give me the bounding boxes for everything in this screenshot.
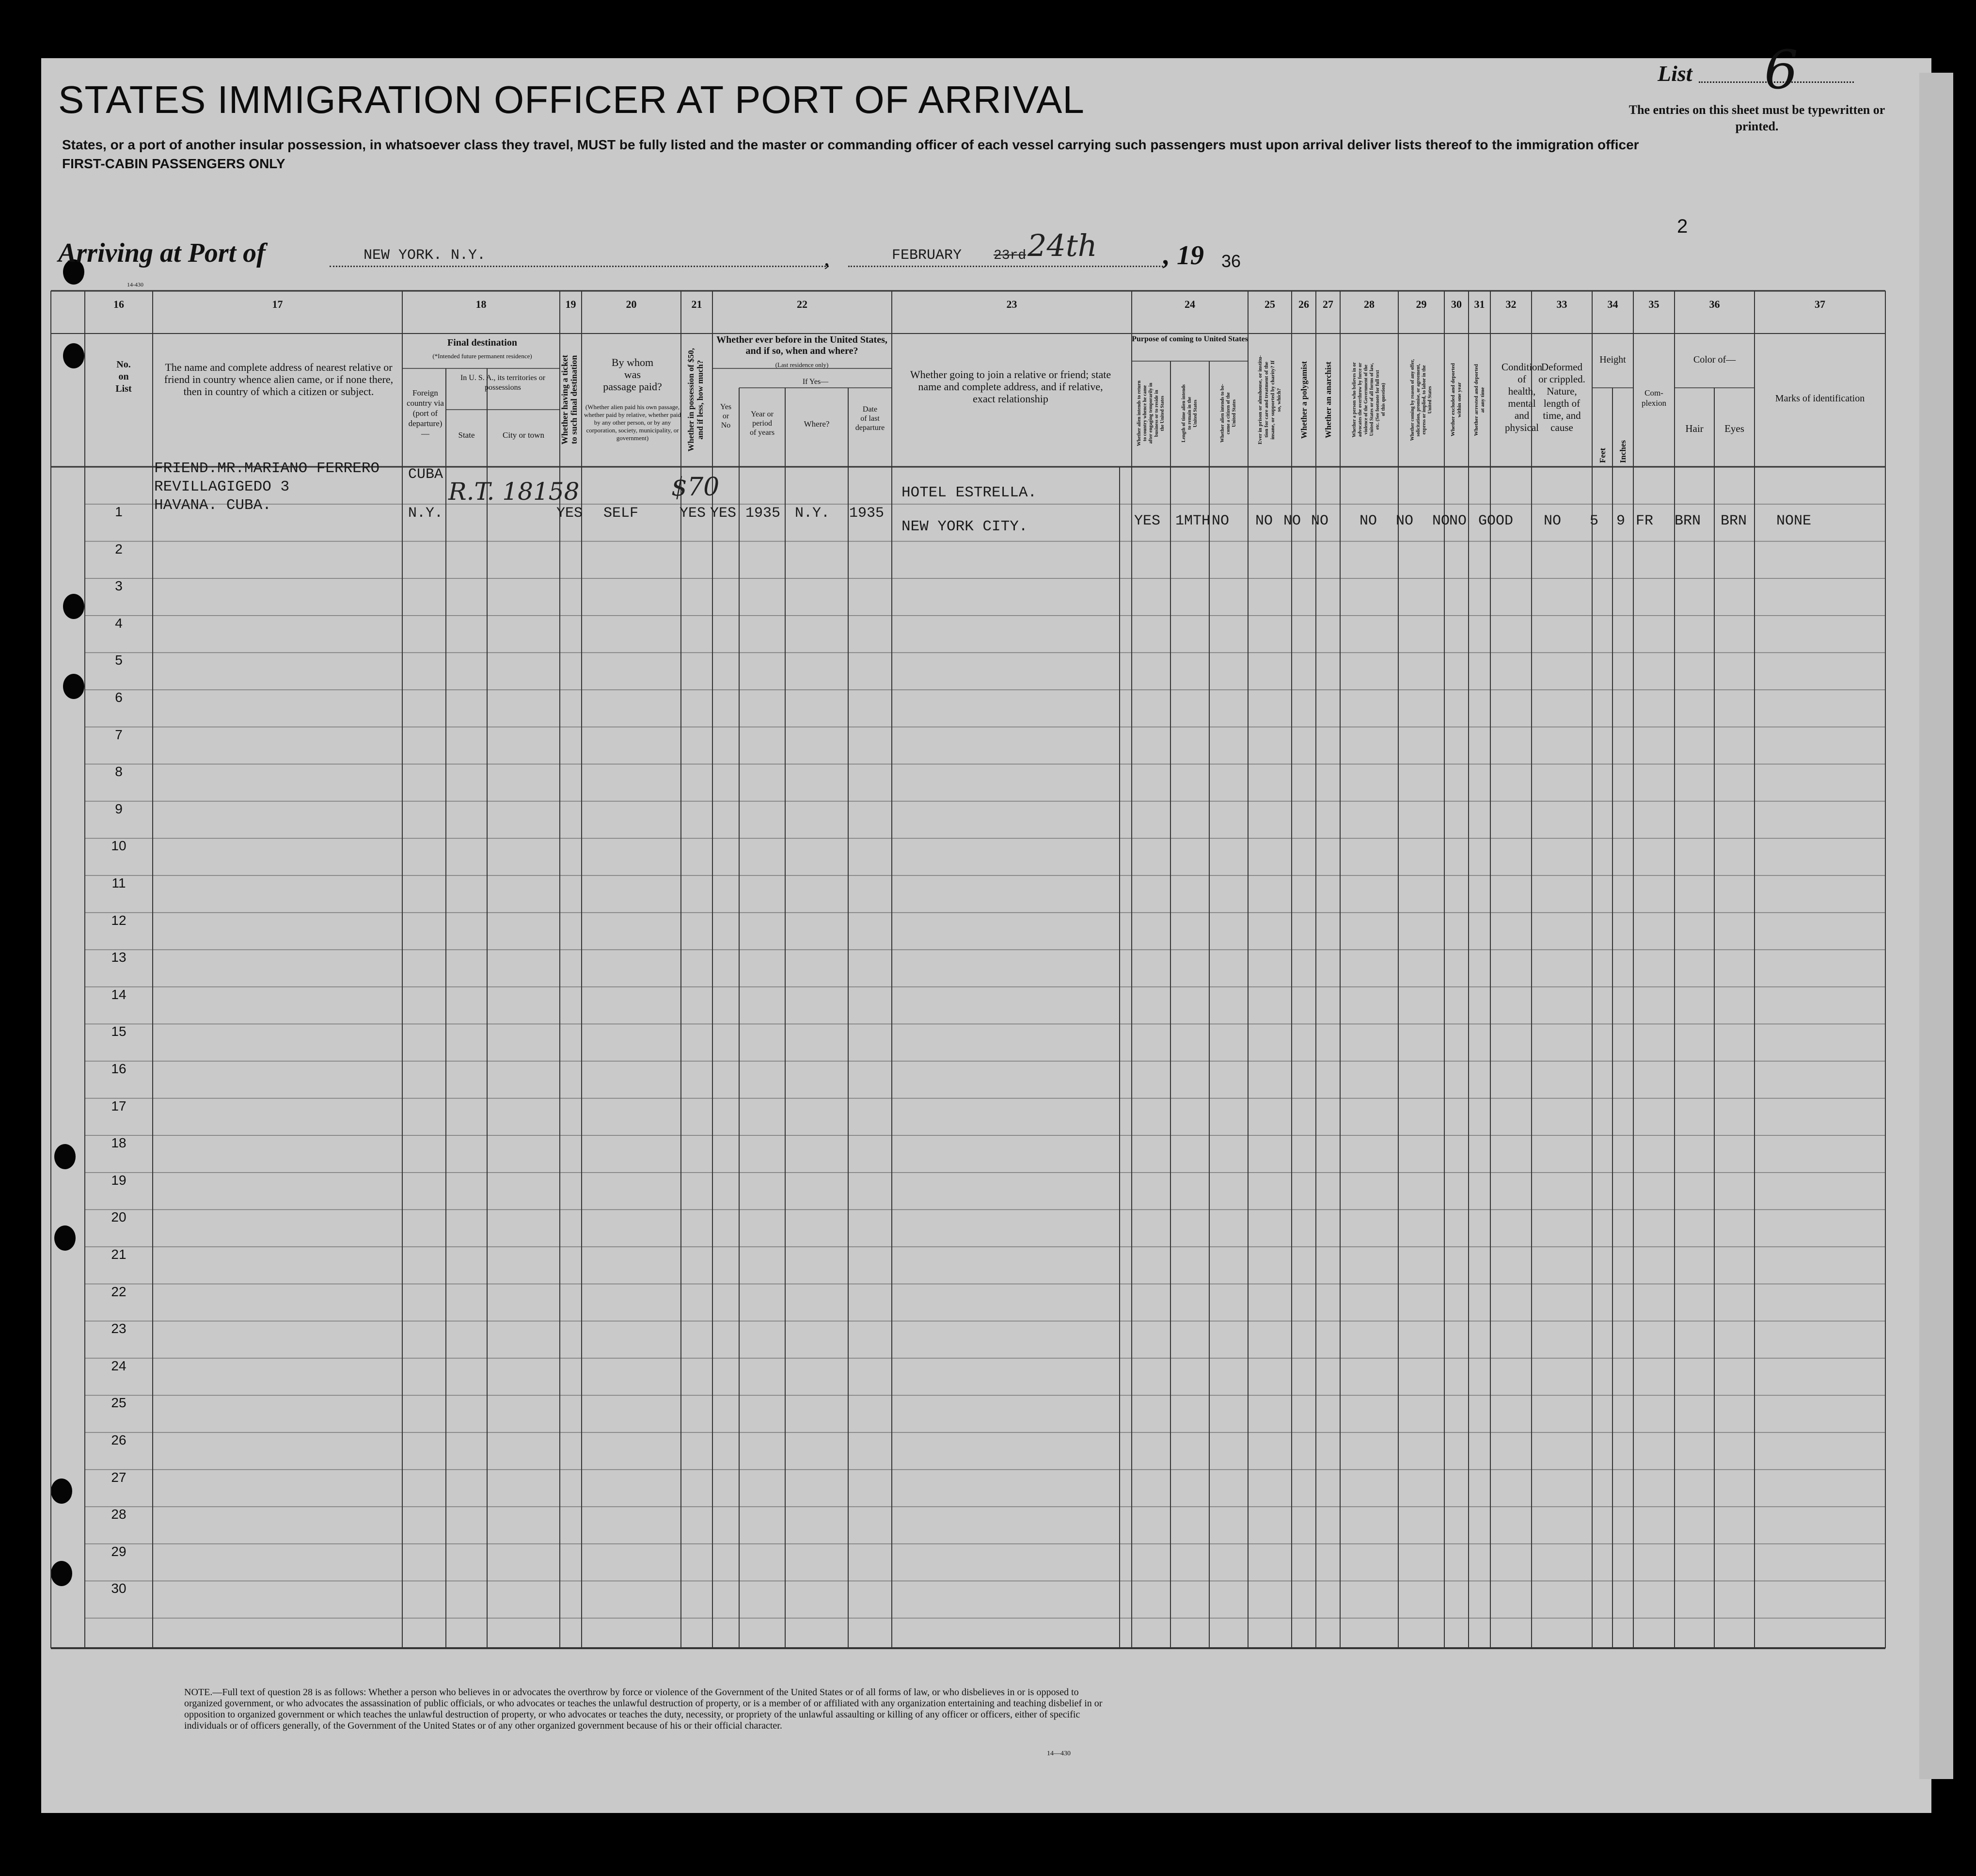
entry1-eyes: BRN [1721, 513, 1747, 529]
entry1-money: YES [680, 505, 706, 522]
entry1-going-to-join: HOTEL ESTRELLA. NEW YORK CITY. [901, 484, 1037, 535]
form-number: 14—430 [1047, 1750, 1071, 1757]
row-number: 3 [115, 578, 123, 594]
header-purpose-length: Length of time alien intends to remain in the United States [1181, 384, 1198, 443]
header-if-yes: If Yes— [802, 378, 829, 386]
date-struck: 23rd [994, 248, 1027, 263]
row-number: 15 [111, 1024, 126, 1039]
entry1-foreign-country: CUBA [408, 466, 443, 483]
header-ever-before: Whether ever before in the United States, and if so, when and where? [716, 334, 887, 356]
row-number: 17 [111, 1098, 126, 1113]
column-number: 26 [1298, 298, 1309, 310]
header-question-28: Whether a person who believes in or advocates the overthrow by force or violence of the Government of the United States or of all forms of law, etc. (See footnote for full text of this question) [1352, 362, 1386, 438]
row-number: 25 [111, 1395, 126, 1411]
entry1-handwritten-amount: $70 [671, 473, 720, 502]
header-hair: Hair [1685, 423, 1704, 434]
entry1-hair: BRN [1675, 513, 1701, 529]
header-in-usa: In U. S. A., its territories or possessions [460, 374, 546, 392]
entry1-state: N.Y. [408, 505, 443, 522]
header-eyes: Eyes [1724, 423, 1744, 434]
column-number: 24 [1185, 298, 1195, 310]
header-passage-paid: By whom was passage paid? [603, 356, 662, 393]
header-ticket: Whether having a ticket to such final destination [560, 355, 579, 445]
header-final-destination-note: (*Intended future permanent residence) [432, 352, 532, 360]
entry1-complexion: FR [1636, 513, 1654, 529]
header-anarchist: Whether an anarchist [1323, 361, 1333, 439]
column-number: 20 [626, 298, 637, 310]
entry1-paid-by: SELF [603, 505, 639, 522]
row-number: 24 [111, 1358, 126, 1373]
port-value: NEW YORK. N.Y. [364, 247, 486, 264]
header-date-departure: Date of last departure [855, 405, 885, 432]
column-number: 34 [1607, 298, 1618, 310]
entry1-handwritten-rt: R.T. 18158 [448, 477, 580, 506]
year-suffix: 36 [1221, 251, 1241, 271]
row-number: 21 [111, 1247, 126, 1262]
header-excluded: Whether excluded and deported within one year [1450, 363, 1462, 437]
header-ever-before-note: (Last residence only) [775, 361, 829, 368]
header-height: Height [1599, 354, 1626, 365]
column-number: 28 [1364, 298, 1375, 310]
entry1-question-28: NO [1359, 513, 1377, 529]
row-number: 14 [111, 986, 126, 1002]
entry1-anarchist: NO [1311, 513, 1329, 529]
list-label: List [1658, 61, 1692, 86]
header-labor-offer: Whether coming by reason of any offer, solicitation, promise, or agreement, express or implied, to labor in the United States [1409, 359, 1433, 441]
row-number: 10 [111, 838, 126, 854]
column-number: 25 [1265, 298, 1275, 310]
header-marks: Marks of identification [1775, 393, 1865, 404]
entry1-ever-before: YES [710, 505, 737, 522]
entry1-year: 1935 [745, 505, 781, 522]
row-number: 16 [111, 1061, 126, 1076]
column-number: 23 [1006, 298, 1017, 310]
column-number: 37 [1815, 298, 1825, 310]
header-color-of: Color of— [1693, 354, 1736, 365]
row-number: 27 [111, 1469, 126, 1485]
row-number: 8 [115, 764, 123, 779]
entry1-purpose: YES [1134, 513, 1161, 529]
entries-note: The entries on this sheet must be typewritten or printed. [1628, 103, 1885, 133]
column-number: 32 [1505, 298, 1517, 310]
header-no-on-list: No. on List [115, 359, 132, 394]
comma: , [824, 245, 830, 271]
row-number: 18 [111, 1135, 126, 1151]
row-number: 4 [115, 615, 123, 631]
entry1-question-30: NO [1432, 513, 1450, 529]
row-number: 9 [115, 801, 123, 816]
column-number: 17 [272, 298, 283, 310]
row-number: 28 [111, 1507, 126, 1522]
header-going-to-join: Whether going to join a relative or friend; state name and complete address, and if relative, exact relationship [910, 368, 1111, 405]
entry1-question-31: NO [1449, 513, 1467, 529]
header-foreign-country: Foreign country via (port of departure)— [407, 388, 444, 438]
column-number: 22 [797, 298, 807, 310]
entry1-ticket: YES [556, 505, 583, 522]
row-number: 2 [115, 541, 123, 556]
header-year: Year or period of years [749, 410, 775, 437]
header-yes-no: Yes or No [720, 403, 732, 429]
row-number: 19 [111, 1172, 126, 1188]
row-number: 5 [115, 652, 123, 668]
row-number: 13 [111, 950, 126, 965]
header-feet: Feet [1597, 447, 1607, 463]
header-money: Whether in possession of $50, and if less, how much? [686, 348, 705, 452]
column-number: 27 [1323, 298, 1333, 310]
row-number: 20 [111, 1209, 126, 1225]
row-number: 7 [115, 727, 123, 742]
date-day: 24th [1028, 228, 1097, 263]
sheet-number: 2 [1677, 216, 1688, 237]
row-number: 11 [111, 875, 126, 890]
header-complexion: Com- plexion [1642, 388, 1666, 408]
entry1-date-departure: 1935 [849, 505, 885, 522]
header-arrested: Whether arrested and deported at any time [1473, 364, 1486, 436]
entry1-feet: 5 [1590, 513, 1599, 529]
row-number: 1 [115, 504, 123, 519]
entry1-where: N.Y. [795, 505, 830, 522]
footnote: NOTE.—Full text of question 28 is as follows: Whether a person who believes in or advocates the overthrow by force or violence of the Government of the United States or of all forms of law, or who disbelieves in or is opposed to organized government, or who advocates the assassination of public officials, or who advocates or teaches the unlawful destruction of property, or is a member of or affiliated with any organization entertaining and teaching disbelief in or opposition to organized government or which teaches the unlawful destruction of property, or who advocates or teaches the duty, necessity, or propriety of the unlawful assaulting or killing of any officer or officers, either of specific individuals or of officers generally, of the Government of the United States or of any other organized government because of his or their official character. [184, 1687, 1103, 1731]
header-health: Condition of health, mental and physical [1501, 361, 1542, 433]
header-inches: Inches [1618, 440, 1628, 463]
column-number: 30 [1451, 298, 1462, 310]
column-number: 21 [691, 298, 702, 310]
column-number: 16 [113, 298, 124, 310]
row-number: 29 [111, 1543, 126, 1559]
small-form-number: 14-430 [127, 281, 143, 288]
list-number: 6 [1764, 39, 1798, 101]
form-subtitle: FIRST-CABIN PASSENGERS ONLY [62, 156, 285, 171]
column-number: 31 [1474, 298, 1485, 310]
row-number: 26 [111, 1432, 126, 1447]
header-nearest-relative: The name and complete address of nearest relative or friend in country whence alien came, or if none there, then in country of which a citizen or subject. [164, 361, 394, 397]
entry1-marks: NONE [1776, 513, 1812, 529]
row-number: 30 [111, 1581, 126, 1596]
entry1-length: 1MTH [1175, 513, 1211, 529]
header-polygamist: Whether a polygamist [1299, 361, 1309, 439]
header-passage-paid-note: (Whether alien paid his own passage, whether paid by relative, whether paid by any other person, or by any corporation, society, municipality, or government) [584, 403, 681, 442]
column-number: 36 [1709, 298, 1720, 310]
header-purpose-citizen: Whether alien intends to be- come a citizen of the United States [1220, 384, 1237, 443]
entry1-question-29: NO [1396, 513, 1414, 529]
row-number: 22 [111, 1284, 126, 1299]
port-label: Arriving at Port of [58, 238, 266, 268]
column-number: 18 [475, 298, 487, 310]
entry1-relative: FRIEND.MR.MARIANO FERRERO REVILLAGIGEDO 3 HAVANA. CUBA. [154, 460, 380, 514]
column-number: 33 [1556, 298, 1567, 310]
form-instruction: States, or a port of another insular possession, in whatsoever class they travel, MUST be fully listed and the master or commanding officer of each vessel carrying such passengers must upon arrival deliver lists thereof to the immigration officer [62, 137, 1639, 152]
header-prison: Ever in prison or almshouse, or institu- tion for care and treatment of the insane, or supported by charity? If so, which? [1257, 355, 1282, 445]
header-purpose: Purpose of coming to United States [1132, 335, 1248, 343]
date-month: FEBRUARY [892, 247, 962, 264]
entry1-health: GOOD [1478, 513, 1514, 529]
header-state: State [458, 430, 475, 440]
row-number: 6 [115, 690, 123, 705]
entry1-polygamist: NO [1283, 513, 1301, 529]
header-city: City or town [503, 430, 544, 440]
row-number: 12 [111, 912, 126, 928]
column-number: 29 [1416, 298, 1427, 310]
column-number: 35 [1648, 298, 1660, 310]
header-deformed: Deformed or crippled. Nature, length of time, and cause [1538, 361, 1585, 433]
entry1-inches: 9 [1616, 513, 1626, 529]
header-where: Where? [804, 419, 830, 429]
entry1-prison: NO [1255, 513, 1273, 529]
row-number: 23 [111, 1321, 126, 1336]
header-final-destination: Final destination [447, 337, 517, 348]
entry1-deformed: NO [1544, 513, 1562, 529]
column-number: 19 [565, 298, 576, 310]
header-purpose-return: Whether alien intends to return to country whence he came after engaging temporarily in business or to reside in the United States [1137, 380, 1165, 446]
form-title: STATES IMMIGRATION OFFICER AT PORT OF ARRIVAL [58, 78, 1085, 121]
entry1-citizen: NO [1212, 513, 1230, 529]
year-prefix: , 19 [1163, 240, 1204, 270]
